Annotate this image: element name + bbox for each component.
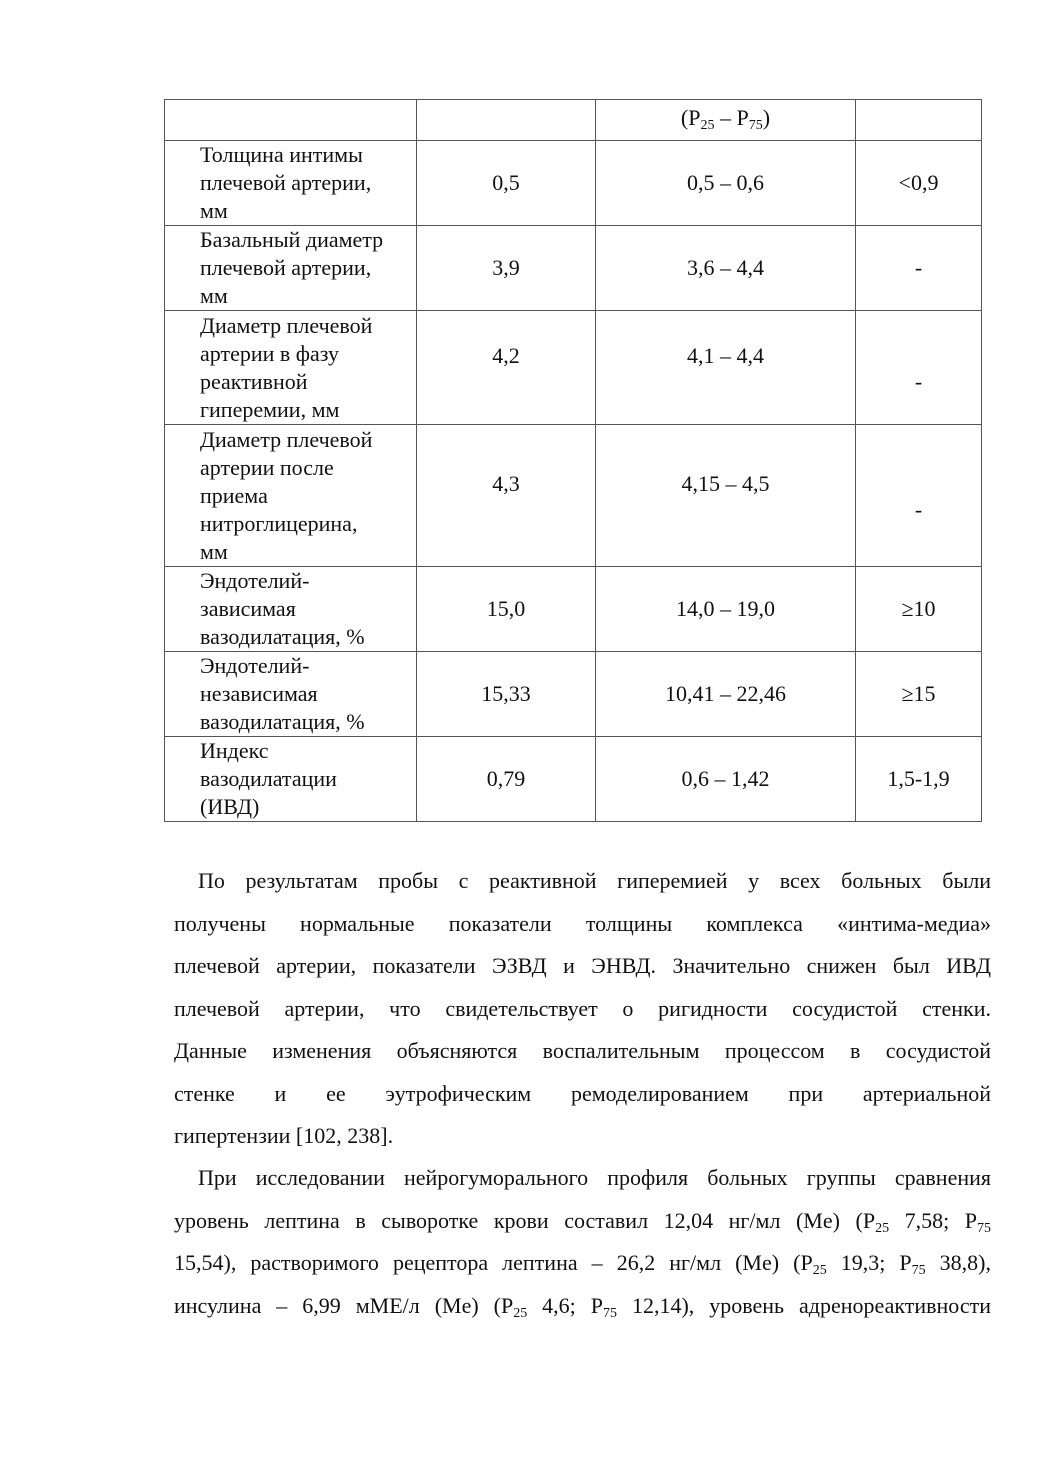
text-line: получены нормальные показатели толщины комплекса «интима-медиа»	[174, 910, 991, 936]
indicator-name-line: Диаметр плечевой	[200, 426, 373, 452]
norm-cell: -	[856, 311, 982, 425]
text-line: При исследовании нейрогуморального профиля больных группы сравнения	[198, 1165, 991, 1190]
text-line: Данные изменения объясняются воспалительным процессом в сосудистой	[174, 1038, 991, 1063]
indicator-name-line: Индекс	[200, 738, 269, 763]
range-cell: 14,0 – 19,0	[596, 567, 856, 652]
table-row	[165, 425, 982, 567]
indicator-name-line: артерии в фазу	[200, 340, 340, 366]
norm-cell: -	[856, 226, 982, 311]
text-line: инсулина – 6,99 мМЕ/л (Me) ($P_{25}$ 4,6; $P_{75}$ 12,14), уровень адренореактивности	[174, 1292, 991, 1321]
indicator-name-line: мм	[200, 283, 228, 308]
indicator-name-line: приема	[200, 482, 268, 508]
range-cell: 4,1 – 4,4	[596, 311, 856, 425]
norm-cell: ≥10	[856, 567, 982, 652]
indicator-name-cell	[165, 141, 417, 226]
norm-cell: -	[856, 425, 982, 567]
paragraph-2	[174, 1157, 991, 1327]
indicator-name-line: (ИВД)	[200, 794, 260, 819]
indicator-name-line: плечевой артерии,	[200, 255, 372, 280]
indicator-name-line: реактивной	[200, 368, 308, 394]
table-row	[165, 311, 982, 425]
indicator-name-line: нитроглицерина,	[200, 510, 358, 536]
median-cell: 0,79	[417, 737, 596, 822]
range-cell: 4,15 – 4,5	[596, 425, 856, 567]
median-cell: 4,2	[417, 311, 596, 425]
indicator-name-cell	[165, 425, 417, 567]
indicator-name-cell	[165, 737, 417, 822]
indicator-name-cell	[165, 311, 417, 425]
header-cell-median	[417, 100, 596, 141]
indicator-name-line: Эндотелий-	[200, 568, 310, 593]
indicator-name-line: зависимая	[200, 596, 296, 621]
median-cell: 3,9	[417, 226, 596, 311]
header-cell-range: $(P_{25} - P_{75})$	[596, 100, 856, 141]
norm-cell: 1,5-1,9	[856, 737, 982, 822]
range-cell: 0,5 – 0,6	[596, 141, 856, 226]
indicator-name-line: независимая	[200, 681, 318, 706]
text-line: уровень лептина в сыворотке крови составил 12,04 нг/мл (Me) ($P_{25}$ 7,58; $P_{75}$	[174, 1207, 991, 1236]
table-row	[165, 737, 982, 822]
range-cell: 10,41 – 22,46	[596, 652, 856, 737]
indicator-name-line: вазодилатация, %	[200, 709, 365, 734]
indicator-name-cell	[165, 567, 417, 652]
header-cell-norm	[856, 100, 982, 141]
table-row	[165, 652, 982, 737]
table-row	[165, 226, 982, 311]
range-cell: 0,6 – 1,42	[596, 737, 856, 822]
indicator-name-cell	[165, 226, 417, 311]
table-row	[165, 141, 982, 226]
header-cell-name	[165, 100, 417, 141]
text-line: 15,54), растворимого рецептора лептина – 26,2 нг/мл (Me) ($P_{25}$ 19,3; $P_{75}$ 38,8),	[174, 1250, 991, 1278]
indicator-name-line: Диаметр плечевой	[200, 312, 373, 338]
text-line: плечевой артерии, что свидетельствует о ригидности сосудистой стенки.	[174, 995, 991, 1021]
indicator-name-line: Толщина интимы	[200, 142, 363, 167]
indicator-name-line: гиперемии, мм	[200, 396, 340, 422]
indicator-name-line: плечевой артерии,	[200, 170, 372, 195]
indicator-name-line: вазодилатация, %	[200, 624, 365, 649]
table-row	[165, 567, 982, 652]
norm-cell: <0,9	[856, 141, 982, 226]
median-cell: 15,33	[417, 652, 596, 737]
indicator-name-line: мм	[200, 198, 228, 223]
text-line: гипертензии [102, 238].	[174, 1123, 394, 1148]
indicator-name-line: мм	[200, 538, 228, 564]
table-header-row	[165, 100, 982, 141]
paragraph-1	[174, 860, 991, 1158]
text-line: По результатам пробы с реактивной гиперемией у всех больных были	[198, 868, 991, 893]
median-cell: 0,5	[417, 141, 596, 226]
indicator-name-line: артерии после	[200, 454, 334, 480]
indicator-name-line: Эндотелий-	[200, 653, 310, 678]
indicator-name-line: вазодилатации	[200, 766, 337, 791]
indicators-table	[164, 99, 982, 822]
text-line: стенке и ее эутрофическим ремоделированием при артериальной	[174, 1080, 991, 1106]
median-cell: 4,3	[417, 425, 596, 567]
norm-cell: ≥15	[856, 652, 982, 737]
indicator-name-line: Базальный диаметр	[200, 227, 384, 252]
median-cell: 15,0	[417, 567, 596, 652]
indicator-name-cell	[165, 652, 417, 737]
text-line: плечевой артерии, показатели ЭЗВД и ЭНВД. Значительно снижен был ИВД	[174, 953, 991, 978]
range-cell: 3,6 – 4,4	[596, 226, 856, 311]
